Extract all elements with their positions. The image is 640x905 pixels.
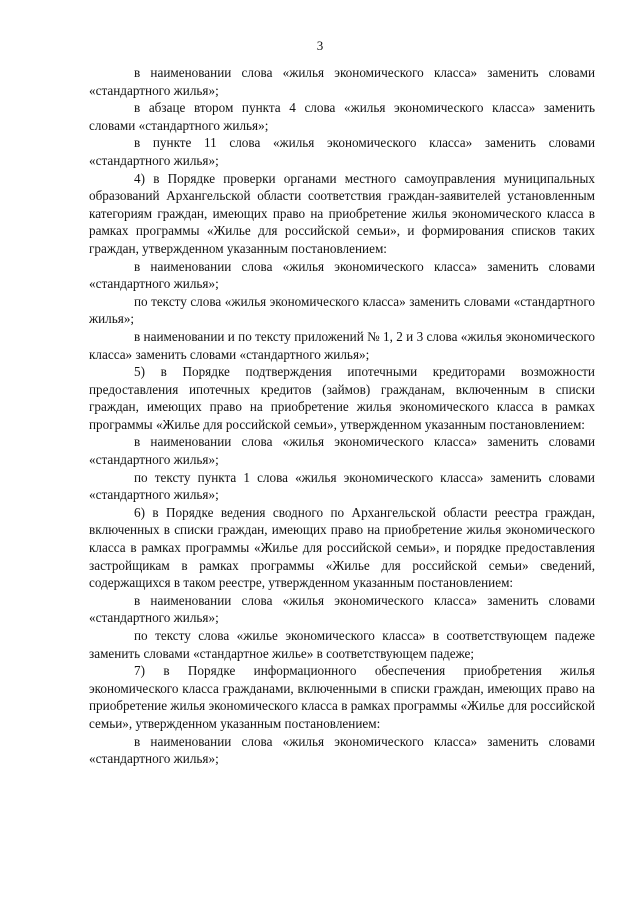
paragraph: в наименовании слова «жилья экономического класса» заменить словами «стандартного жилья»; xyxy=(89,733,595,767)
paragraph: в наименовании слова «жилья экономического класса» заменить словами «стандартного жилья»; xyxy=(89,434,595,468)
paragraph: в наименовании слова «жилья экономического класса» заменить словами «стандартного жилья»; xyxy=(89,65,595,98)
page-number: 3 xyxy=(316,38,324,53)
paragraph: в наименовании слова «жилья экономического класса» заменить словами «стандартного жилья»; xyxy=(89,258,595,292)
paragraph: в пункте 11 слова «жилья экономического класса» заменить словами «стандартного жилья»; xyxy=(89,135,595,168)
paragraph: по тексту слова «жилья экономического класса» заменить словами «стандартного жилья»; xyxy=(89,293,595,327)
paragraph: в наименовании и по тексту приложений № 1, 2 и 3 слова «жилья экономического класса» заменить словами «стандартного жилья»; xyxy=(89,328,595,362)
paragraph: по тексту пункта 1 слова «жилья экономического класса» заменить словами «стандартного жилья»; xyxy=(89,469,595,503)
paragraph: 5) в Порядке подтверждения ипотечными кредиторами возможности предоставления ипотечных кредитов (займов) гражданам, включенным в списки граждан, имеющих право на приобретение жилья экономического класса в рамках программы «Жилье для российской семьи», утвержденном указанным постановлением: xyxy=(89,364,595,432)
paragraph: 4) в Порядке проверки органами местного самоуправления муниципальных образований Архангельской области соответствия граждан-заявителей установленным категориям граждан, имеющих право на приобретение жилья экономического класса в рамках программы «Жилье для российской семьи», и формирования списков таких граждан, утвержденном указанным постановлением: xyxy=(89,170,595,256)
paragraph: 6) в Порядке ведения сводного по Архангельской области реестра граждан, включенных в списки граждан, имеющих право на приобретение жилья экономического класса в рамках программы «Жилье для российской семьи», и порядке предоставления застройщикам в рамках программы «Жилье для российской семьи» сведений, содержащихся в таком реестре, утвержденном указанным постановлением: xyxy=(89,504,595,591)
paragraph: в абзаце втором пункта 4 слова «жилья экономического класса» заменить словами «стандартного жилья»; xyxy=(89,100,595,133)
document-body xyxy=(89,64,595,768)
paragraph: по тексту слова «жилье экономического класса» в соответствующем падеже заменить словами «стандартное жилье» в соответствующем падеже; xyxy=(89,628,595,661)
paragraph: 7) в Порядке информационного обеспечения приобретения жилья экономического класса гражданами, включенными в списки граждан, имеющих право на приобретение жилья экономического класса в рамках программы «Жилье для российской семьи», утвержденном указанным постановлением: xyxy=(89,663,595,731)
paragraph: в наименовании слова «жилья экономического класса» заменить словами «стандартного жилья»; xyxy=(89,592,595,626)
